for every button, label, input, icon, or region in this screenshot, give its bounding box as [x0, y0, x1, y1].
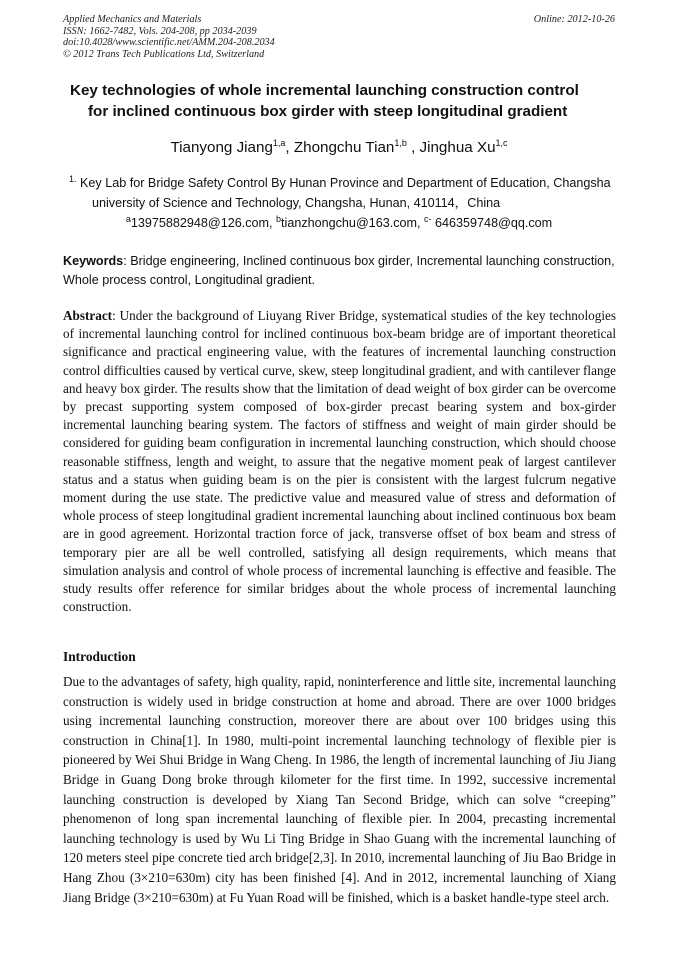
email-c-marker: c-: [424, 214, 432, 224]
author-1-affil: 1,a: [272, 138, 286, 148]
issn-line: ISSN: 1662-7482, Vols. 204-208, pp 2034-2039: [63, 25, 257, 37]
title-line-1: Key technologies of whole incremental launching construction control: [70, 82, 579, 99]
doi-line: doi:10.4028/www.scientific.net/AMM.204-208.2034: [63, 37, 275, 49]
email-c: 646359748@qq.com: [431, 216, 553, 231]
email-a-marker: a: [125, 214, 131, 224]
title-line-2: for inclined continuous box girder with steep longitudinal gradient: [88, 103, 568, 120]
affiliation-line-2: university of Science and Technology, Changsha, Hunan, 410114，China: [92, 195, 501, 210]
keywords-paragraph: [63, 252, 616, 290]
author-3: , Jinghua Xu: [406, 139, 496, 157]
email-b: tianzhongchu@163.com,: [281, 216, 425, 231]
abstract-label: Abstract: [63, 308, 113, 323]
journal-header: [63, 14, 615, 60]
online-date: Online: 2012-10-26: [533, 14, 615, 25]
paper-title: [70, 80, 615, 122]
affiliation-line-1: Key Lab for Bridge Safety Control By Hunan Province and Department of Education, Changsha: [76, 176, 611, 191]
copyright-line: © 2012 Trans Tech Publications Ltd, Switzerland: [63, 48, 265, 60]
author-2: , Zhongchu Tian: [285, 139, 395, 157]
author-2-affil: 1,b: [394, 138, 407, 148]
author-3-affil: 1,c: [495, 138, 508, 148]
keywords-text: : Bridge engineering, Inclined continuous box girder, Incremental launching construction, Whole process control, Longitudinal gradient.: [63, 254, 615, 287]
introduction-heading: Introduction: [63, 649, 136, 664]
journal-name: Applied Mechanics and Materials: [63, 14, 202, 25]
author-list: [0, 138, 678, 156]
email-list: [0, 214, 678, 230]
email-b-marker: b: [276, 214, 282, 224]
abstract-text: : Under the background of Liuyang River Bridge, systematical studies of the key technologies of incremental launching control for inclined continuous box-beam bridge are of important theoretical significance and practical engineering value, with the features of incremental launching construction control difficulties caused by vertical curve, skew, steep longitudinal gradient, and with cantilever flange and heavy box girder. The results show that the limitation of dead weight of box girder can be overcome by precast supporting system composed of box-girder precast bearing system and box-girder incremental launching bearing system. The factors of stiffness and weight of main girder should be considered for guiding beam configuration in incremental launching construction, which should choose reasonable stiffness, length and weight, to assure that the negative moment peak of largest cantilever status and a status when guiding beam is on the pier is consistent with the largest fulcrum negative moment during the use state. The predictive value and measured value of stress and deformation of whole process of steep longitudinal gradient incremental launching about inclined continuous box beam are in good agreement. Horizontal traction force of jack, transverse offset of box beam and stress of temporary pier are all be well controlled, satisfying all design requirements, which means that simulation analysis and control of whole process of incremental launching is effective and feasible. The study results offer reference for similar bridges about the whole process of incremental launching construction.: [63, 308, 616, 615]
keywords-label: Keywords: [63, 254, 124, 268]
affiliation: [63, 170, 618, 213]
author-1: Tianyong Jiang: [170, 139, 273, 157]
abstract-paragraph: [63, 307, 616, 616]
introduction-paragraph: Due to the advantages of safety, high quality, rapid, noninterference and little site, incremental launching construction is widely used in bridge construction at home and abroad. There are over 1000 bridges using incremental launching construction, moreover there are about over 100 bridges using this construction in China[1]. In 1980, multi-point incremental launching technology of flexible pier is pioneered by Wei Shui Bridge in Wang Cheng. In 1986, the length of incremental launching of Jiu Jiang Bridge in Guang Dong broke through kilometer for the first time. In 1992, successive incremental launching construction is developed by Xiang Tan Second Bridge, which can solve “creeping” phenomenon of long span incremental launching of flexible pier. In 2004, precasting incremental launching technology is used by Wu Li Ting Bridge in Shao Guang with the incremental launching of 120 meters steel pipe concrete tied arch bridge[2,3]. In 2010, incremental launching of Jiu Bao Bridge in Hang Zhou (3×210=630m) city has been finished [4]. And in 2012, incremental launching of Xiang Jiang Bridge (3×210=630m) at Fu Yuan Road will be finished, which is a basket handle-type steel arch.: [63, 674, 616, 905]
affiliation-marker: 1.: [69, 174, 77, 184]
email-a: 13975882948@126.com,: [130, 216, 276, 231]
